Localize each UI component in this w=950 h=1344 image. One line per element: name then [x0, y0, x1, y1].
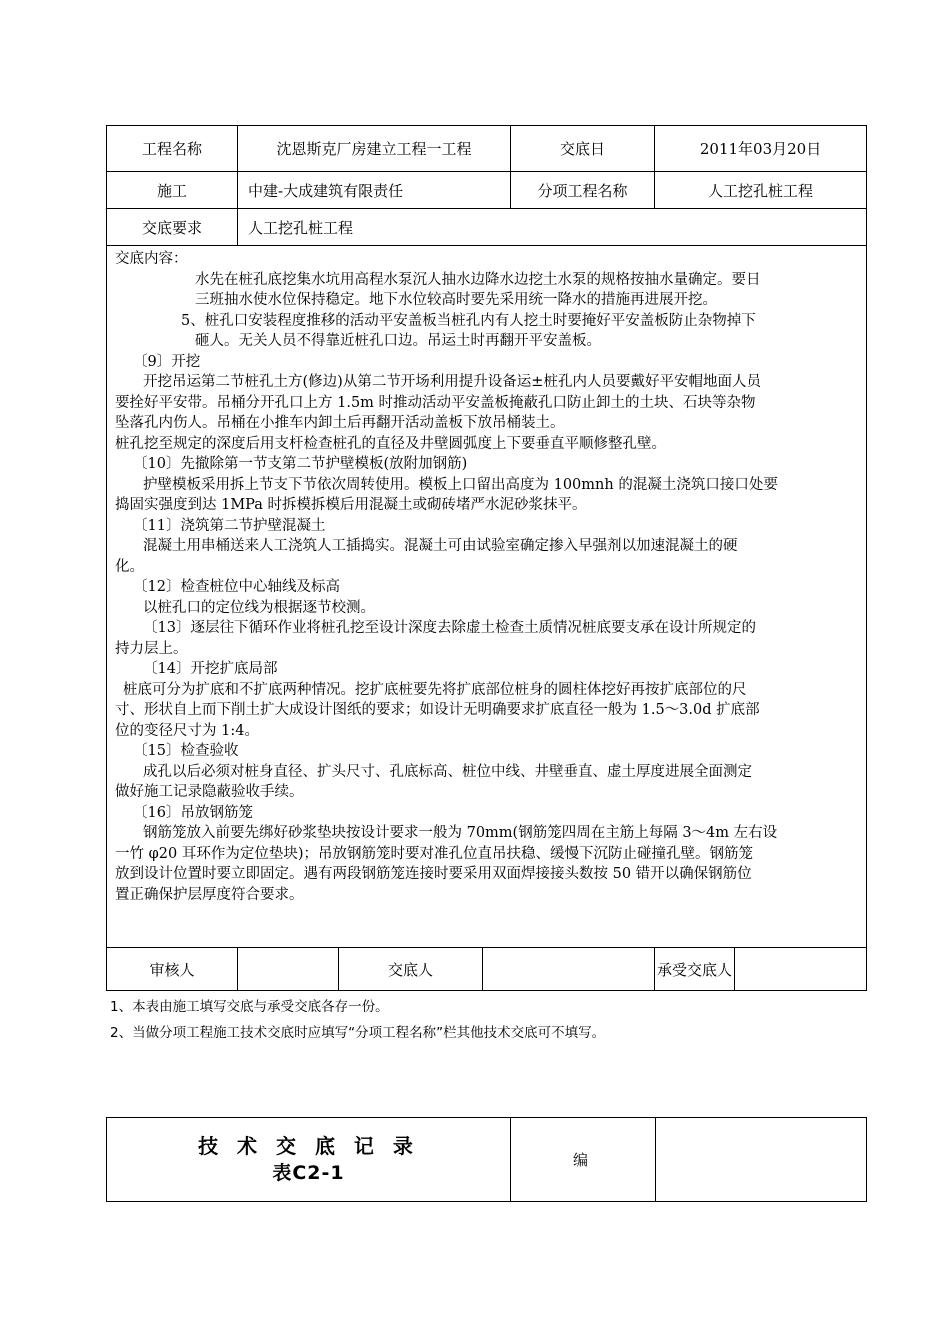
content-line: 护壁模板采用拆上节支下节依次周转使用。模板上口留出高度为 100mnh 的混凝土浇筑口接口处要 — [143, 476, 778, 493]
subproject-value: 人工挖孔桩工程 — [655, 172, 867, 209]
content-line: 〔15〕检查验收 — [133, 743, 239, 759]
content-line: 做好施工记录隐蔽验收手续。 — [115, 784, 304, 800]
subproject-label: 分项工程名称 — [511, 172, 655, 209]
content-line: 5、桩孔口安装程度推移的活动平安盖板当桩孔内有人挖土时要掩好平安盖板防止杂物掉下 — [181, 312, 756, 329]
next-form-header-table — [106, 1117, 867, 1202]
content-line: 〔11〕浇筑第二节护壁混凝土 — [133, 517, 326, 534]
project-name-value: 沈恩斯克厂房建立工程一工程 — [238, 126, 511, 172]
content-line: 以桩孔口的定位线为根据逐节校测。 — [143, 599, 375, 616]
content-line: 〔14〕开挖扩底局部 — [143, 661, 278, 677]
content-line: 寸、形状自上而下削土扩大成设计图纸的要求；如设计无明确要求扩底直径一般为 1.5～3.0d 扩底部 — [115, 702, 760, 718]
requirement-value: 人工挖孔桩工程 — [238, 209, 867, 246]
content-line: 混凝土用串桶送来人工浇筑人工插捣实。混凝土可由试验室确定掺入早强剂以加速混凝土的硬 — [143, 538, 738, 554]
form-notes — [110, 994, 605, 1046]
content-line: 坠落孔内伤人。吊桶在小推车内卸土后再翻开活动盖板下放吊桶装土。 — [115, 415, 565, 431]
form-title-cell — [107, 1118, 511, 1202]
content-line: 放到设计位置时要立即固定。遇有两段钢筋笼连接时要采用双面焊接接头数按 50 错开以确保钢筋位 — [115, 866, 752, 882]
content-line: 持力层上。 — [115, 640, 188, 657]
content-label: 交底内容： — [115, 251, 188, 267]
content-line: 三班抽水使水位保持稳定。地下水位较高时要先采用统一降水的措施再进展开挖。 — [195, 292, 717, 308]
content-line: 〔16〕吊放钢筋笼 — [133, 804, 253, 821]
note-item: 2、当做分项工程施工技术交底时应填写“分项工程名称”栏其他技术交底可不填写。 — [110, 1025, 606, 1041]
content-line: 〔10〕先撤除第一节支第二节护壁模板(放附加钢筋) — [133, 456, 468, 472]
content-line: 钢筋笼放入前要先绑好砂浆垫块按设计要求一般为 70mm(钢筋笼四周在主筋上每隔 3～4m 左右设 — [143, 825, 778, 841]
content-line: 水先在桩孔底挖集水坑用高程水泵沉人抽水边降水边挖土水泵的规格按抽水量确定。要日 — [195, 271, 761, 288]
content-line: 〔12〕检查桩位中心轴线及标高 — [133, 579, 340, 595]
content-line: 捣固实强度到达 1MPa 时拆模拆模后用混凝土或砌砖堵严水泥砂浆抹平。 — [115, 497, 587, 513]
presenter-label: 交底人 — [339, 948, 483, 991]
project-name-label: 工程名称 — [107, 126, 238, 172]
content-line: 桩孔挖至规定的深度后用支杆检查桩孔的直径及井壁圆弧度上下要垂直平顺修整孔壁。 — [115, 435, 666, 452]
requirement-label: 交底要求 — [107, 209, 238, 246]
content-line: 要拴好平安带。吊桶分开孔口上方 1.5m 时推动活动平安盖板掩蔽孔口防止卸土的土块、石块等杂物 — [115, 394, 756, 411]
construction-label: 施工 — [107, 172, 238, 209]
content-line: 〔13〕逐层往下循环作业将桩孔挖至设计深度去除虚土检查土质情况桩底要支承在设计所规定的 — [143, 620, 756, 636]
date-value: 2011年03月20日 — [655, 126, 867, 172]
content-line: 〔9〕开挖 — [133, 353, 201, 370]
content-line: 砸人。无关人员不得靠近桩孔口边。吊运土时再翻开平安盖板。 — [195, 333, 601, 349]
content-line: 化。 — [115, 558, 144, 575]
presenter-signature-field[interactable] — [483, 948, 655, 991]
number-field[interactable] — [656, 1118, 867, 1202]
form-table-number: 表C2-1 — [272, 1161, 345, 1184]
content-line: 一竹 φ20 耳环作为定位垫块)；吊放钢筋笼时要对准孔位直吊扶稳、缓慢下沉防止碰撞孔壁。钢筋笼 — [115, 845, 753, 862]
content-line: 桩底可分为扩底和不扩底两种情况。挖扩底桩要先将扩底部位桩身的圆柱体挖好再按扩底部位的尺 — [123, 681, 747, 698]
reviewer-signature-field[interactable] — [238, 948, 339, 991]
form-title: 技 术 交 底 记 录 — [198, 1133, 419, 1158]
date-label: 交底日 — [511, 126, 655, 172]
receiver-label: 承受交底人 — [655, 948, 735, 991]
receiver-signature-field[interactable] — [735, 948, 867, 991]
disclosure-form-table — [106, 125, 867, 991]
reviewer-label: 审核人 — [107, 948, 238, 991]
content-line: 成孔以后必须对桩身直径、扩头尺寸、孔底标高、桩位中线、井壁垂直、虚土厚度进展全面测定 — [143, 763, 752, 780]
number-label: 编 — [511, 1118, 656, 1202]
disclosure-content-cell — [107, 246, 867, 948]
content-line: 位的变径尺寸为 1:4。 — [115, 722, 259, 739]
note-item: 1、本表由施工填写交底与承受交底各存一份。 — [110, 999, 389, 1015]
construction-unit-value: 中建-大成建筑有限责任 — [238, 172, 511, 209]
content-line: 开挖吊运第二节桩孔土方(修边)从第二节开场利用提升设备运±桩孔内人员要戴好平安帽地面人员 — [143, 374, 761, 390]
content-line: 置正确保护层厚度符合要求。 — [115, 886, 304, 903]
